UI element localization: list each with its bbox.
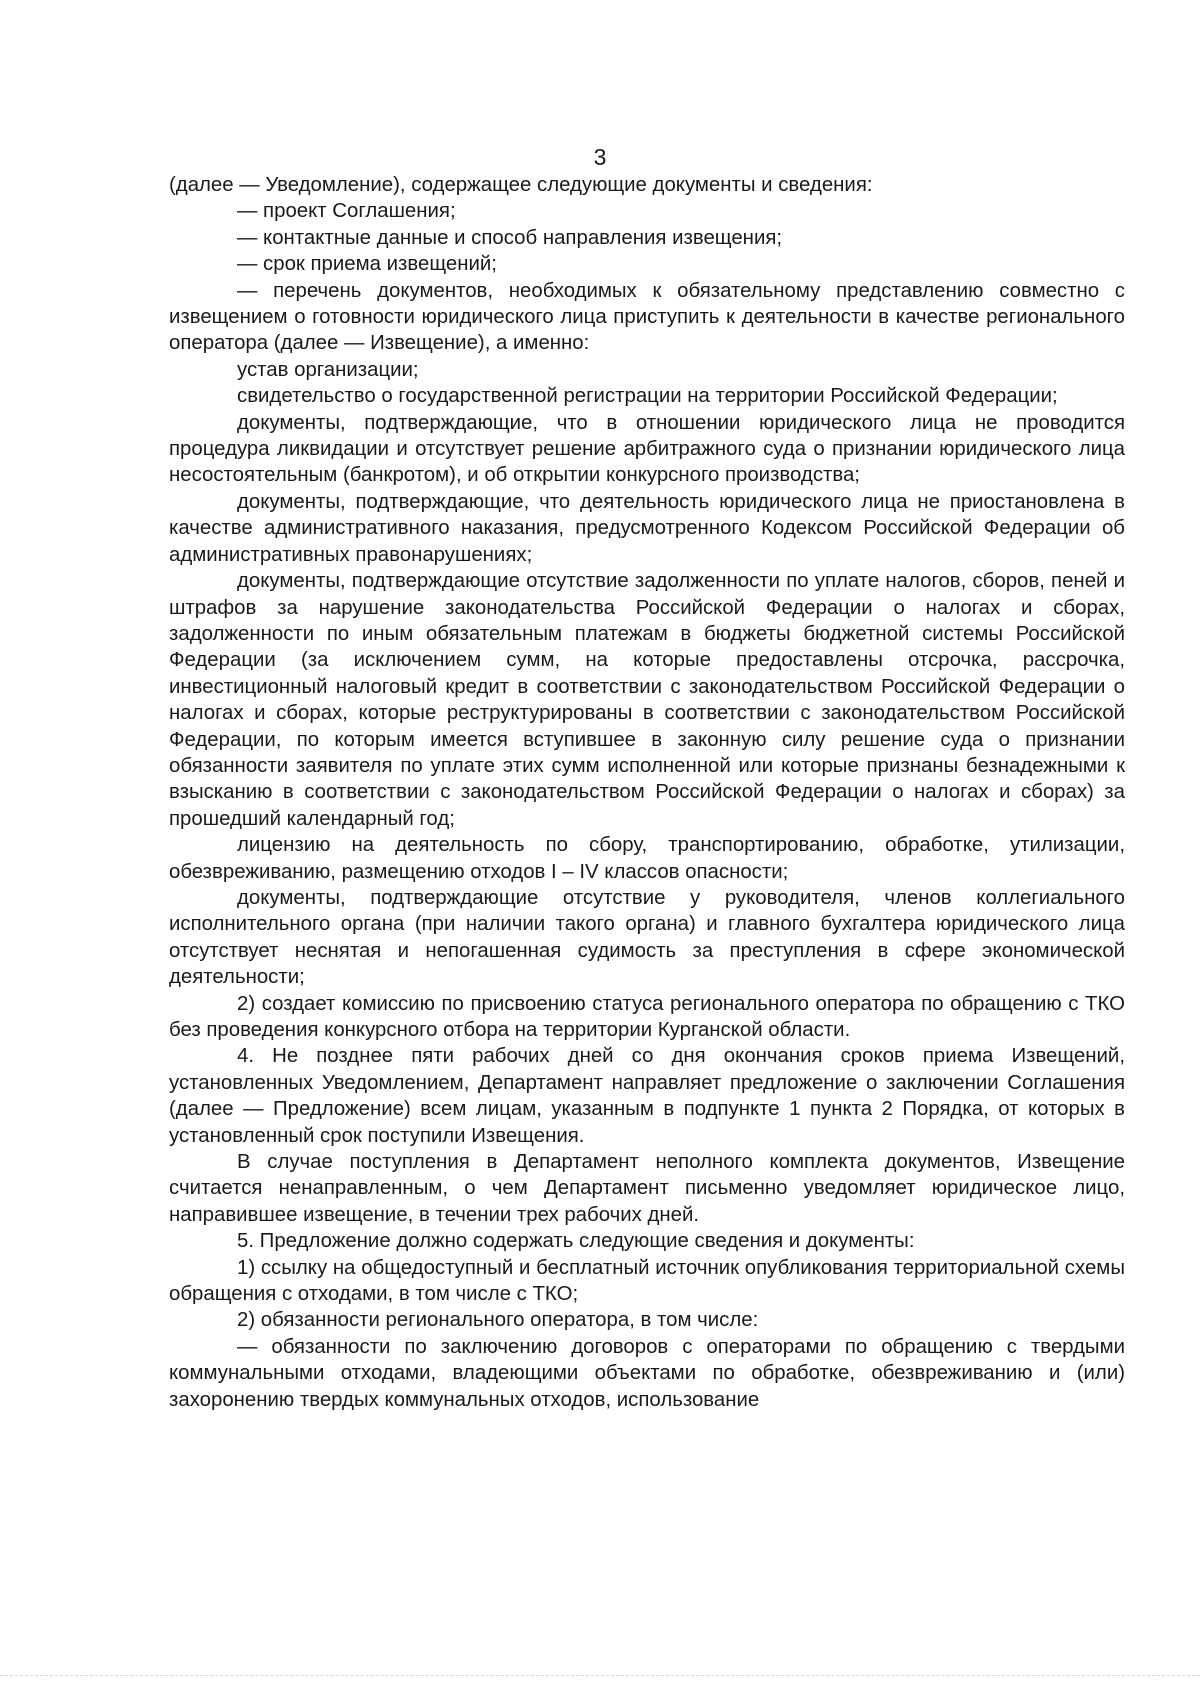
paragraph: — перечень документов, необходимых к обязательному представлению совместно с извещением о готовности юридического лица приступить к деятельности в качестве регионального оператора (далее — Извещение), а именно: (169, 279, 1125, 355)
paragraph: устав организации; (237, 358, 419, 381)
paragraph: документы, подтверждающие, что деятельность юридического лица не приостановлена в качестве административного наказания, предусмотренного Кодексом Российской Федерации об административных правонарушениях; (169, 490, 1125, 566)
paragraph: — срок приема извещений; (237, 253, 497, 276)
document-body (169, 172, 1125, 1413)
paragraph: 2) создает комиссию по присвоению статуса регионального оператора по обращению с ТКО без проведения конкурсного отбора на территории Курганской области. (169, 992, 1125, 1041)
paragraph: свидетельство о государственной регистрации на территории Российской Федерации; (237, 385, 1058, 408)
paragraph: — контактные данные и способ направления извещения; (237, 226, 783, 249)
paragraph: — обязанности по заключению договоров с операторами по обращению с твердыми коммунальными отходами, владеющими объектами по обработке, обезвреживанию и (или) захоронению твердых коммунальных отходов, использование (169, 1335, 1125, 1411)
paragraph: лицензию на деятельность по сбору, транспортированию, обработке, утилизации, обезвреживанию, размещению отходов I – IV классов опасности; (169, 834, 1125, 883)
paragraph: документы, подтверждающие отсутствие у руководителя, членов коллегиального исполнительного органа (при наличии такого органа) и главного бухгалтера юридического лица отсутствует неснятая и непогашенная судимость за преступления в сфере экономической деятельности; (169, 886, 1125, 989)
paragraph: 2) обязанности регионального оператора, в том числе: (237, 1309, 759, 1332)
paragraph: 1) ссылку на общедоступный и бесплатный источник опубликования территориальной схемы обращения с отходами, в том числе с ТКО; (169, 1256, 1125, 1306)
scan-edge-divider (0, 1675, 1200, 1678)
paragraph: документы, подтверждающие отсутствие задолженности по уплате налогов, сборов, пеней и штрафов за нарушение законодательства Российской Федерации о налогах и сборах, задолженности по иным обязательным платежам в бюджеты бюджетной системы Российской Федерации (за исключением сумм, на которые предоставлены отсрочка, рассрочка, инвестиционный налоговый кредит в соответствии с законодательством Российской Федерации о налогах и сборах, которые реструктурированы в соответствии с законодательством Российской Федерации, по которым имеется вступившее в законную силу решение суда о признании обязанности заявителя по уплате этих сумм исполненной или которые признаны безнадежными к взысканию в соответствии с законодательством Российской Федерации о налогах и сборах) за прошедший календарный год; (169, 570, 1125, 830)
paragraph: В случае поступления в Департамент неполного комплекта документов, Извещение считается ненаправленным, о чем Департамент письменно уведомляет юридическое лицо, направившее извещение, в течении трех рабочих дней. (169, 1151, 1125, 1226)
page-number: 3 (593, 144, 607, 170)
paragraph: 5. Предложение должно содержать следующие сведения и документы: (237, 1230, 915, 1253)
paragraph: — проект Соглашения; (237, 200, 456, 223)
paragraph: 4. Не позднее пяти рабочих дней со дня окончания сроков приема Извещений, установленных Уведомлением, Департамент направляет предложение о заключении Соглашения (далее — Предложение) всем лицам, указанным в подпункте 1 пункта 2 Порядка, от которых в установленный срок поступили Извещения. (169, 1045, 1125, 1147)
paragraph: (далее — Уведомление), содержащее следующие документы и сведения: (169, 174, 873, 196)
paragraph: документы, подтверждающие, что в отношении юридического лица не проводится процедура ликвидации и отсутствует решение арбитражного суда о признании юридического лица несостоятельным (банкротом), и об открытии конкурсного производства; (169, 411, 1125, 487)
